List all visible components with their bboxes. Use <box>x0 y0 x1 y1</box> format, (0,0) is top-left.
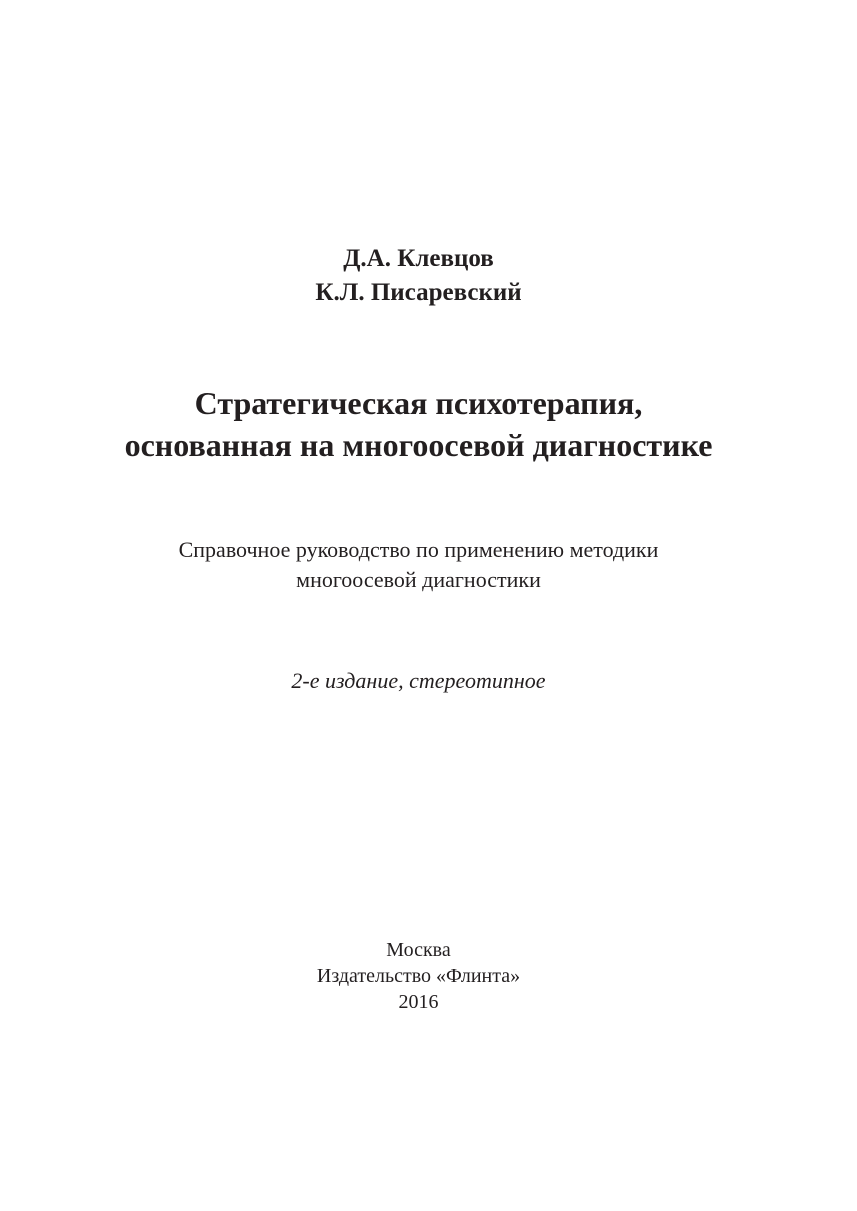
imprint-city: Москва <box>386 939 451 961</box>
edition-note <box>0 666 837 696</box>
authors <box>0 242 837 310</box>
edition-text: 2-е издание, стереотипное <box>291 668 546 693</box>
subtitle-line-1: Справочное руководство по применению методики <box>178 537 659 562</box>
title-line-2: основанная на многоосевой диагностике <box>124 427 713 463</box>
author-2: К.Л. Писаревский <box>315 279 522 306</box>
imprint-publisher: Издательство «Флинта» <box>316 965 521 987</box>
title-line-1: Стратегическая психотерапия, <box>194 385 643 421</box>
author-1: Д.А. Клевцов <box>343 245 494 272</box>
book-subtitle <box>0 535 837 595</box>
imprint <box>0 937 837 1015</box>
book-title <box>0 382 837 466</box>
subtitle-line-2: многоосевой диагностики <box>296 567 541 592</box>
imprint-year: 2016 <box>398 991 439 1013</box>
